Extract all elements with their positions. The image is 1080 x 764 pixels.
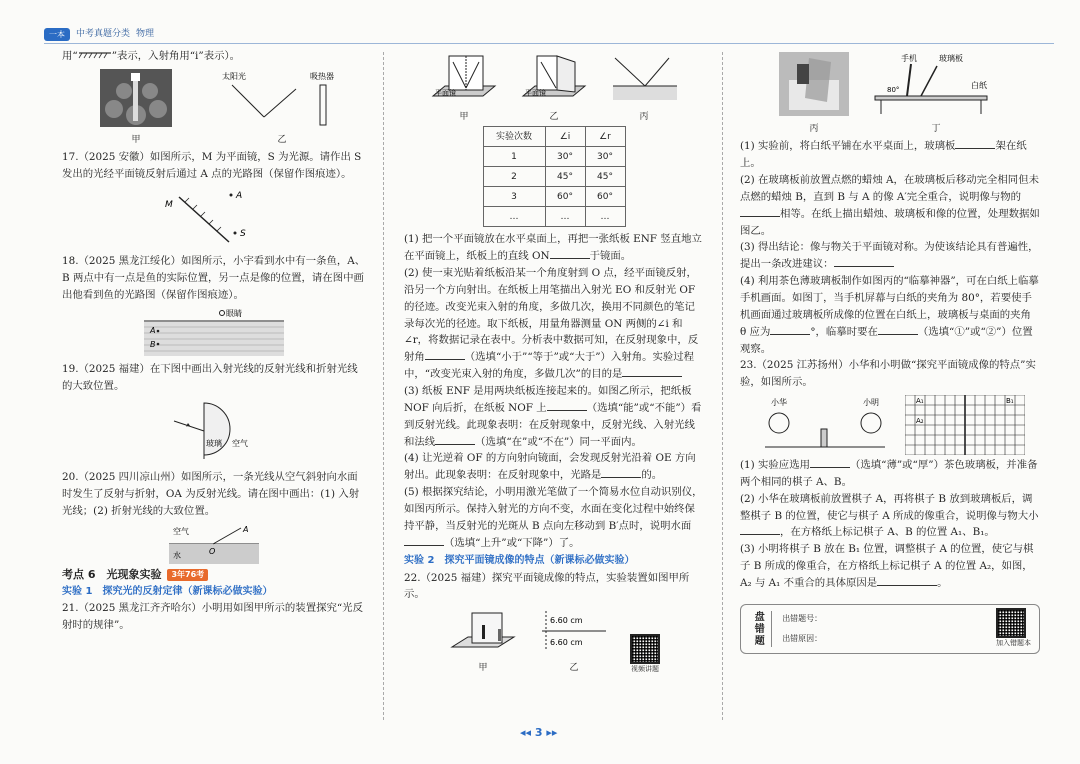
column-divider-1 — [383, 52, 384, 720]
q20-water-diagram — [169, 524, 259, 564]
question-18: 18.（2025 黑龙江绥化）如图所示，小宇看到水中有一条鱼，A、B 两点中有一点是鱼的实际位置，另一点是像的位置，请在图中画出他看到鱼的光路图（保留作图痕迹）。 — [62, 254, 366, 301]
label-glass: 玻璃板 — [939, 54, 963, 63]
q17-figure — [62, 187, 366, 247]
experiment-2-heading: 实验 2 探究平面镜成像的特点（新课标必做实验） — [404, 555, 635, 567]
q17-mirror-diagram — [159, 187, 269, 247]
subject-title: 物理 — [136, 28, 155, 39]
column-1 — [62, 48, 366, 633]
label-angle: 80° — [887, 86, 900, 94]
column-2 — [404, 48, 704, 678]
label-A2: A₂ — [916, 417, 924, 426]
reflection-data-table — [483, 126, 626, 227]
grid-paper-diagram — [905, 395, 1025, 455]
label-M: M — [165, 199, 173, 210]
label-sun: 太阳光 — [222, 71, 246, 81]
solar-tower-photo — [100, 69, 172, 127]
dimension-label: 6.60 cm — [550, 616, 583, 626]
figure-jia: 平面镜 甲 — [429, 52, 499, 124]
question-20: 20.（2025 四川凉山州）如图所示，一条光线从空气斜射向水面时发生了反射与折射，OA 为反射光线。请在图中画出：(1) 入射光线；(2) 折射光线的大致位置。 — [62, 471, 360, 517]
topic-title: 考点 6 光现象实验 — [62, 567, 162, 581]
q16-figures — [100, 69, 366, 147]
question-21: 21.（2025 黑龙江齐齐哈尔）小明用如图甲所示的装置探究“光反射时的规律”。 — [62, 601, 363, 631]
q22-part-2: (2) 在玻璃板前放置点燃的蜡烛 A，在玻璃板后移动完全相同但未点燃的蜡烛 B，直到 B 与 A 的像 A′完全重合，说明像与物的相等。在纸上描出蜡烛、玻璃板和像的位置，处理数据如图乙。 — [740, 174, 1040, 237]
table-row: … … … — [483, 207, 625, 227]
q23-part-1: (1) 实验应选用 （选填“薄”或“厚”）茶色玻璃板，并准备两个相同的棋子 A、B。 — [740, 459, 1038, 488]
figure-yi: 6.60 cm 6.60 cm 乙 — [536, 607, 612, 675]
q21-figures — [404, 52, 704, 124]
figure-bing: 丙 — [609, 52, 679, 124]
table-header-row: 实验次数 ∠i ∠r — [483, 127, 625, 147]
table-row: 2 45° 45° — [483, 167, 625, 187]
error-reason-field[interactable]: 出错原因： — [782, 633, 823, 643]
tracing-device-photo — [779, 52, 849, 116]
label-air: 空气 — [232, 439, 248, 449]
phone-glass-diagram — [871, 52, 1001, 116]
answer-blank[interactable] — [955, 138, 995, 149]
answer-blank[interactable] — [435, 434, 475, 445]
q21-part-3: (3) 纸板 ENF 是用两块纸板连接起来的。如图乙所示，把纸板 NOF 向后折，在纸板 NOF 上 （选填“能”或“不能”）看到反射光线。此现象表明：在反射现象中，反射光线、入射光线和法线 （选填“在”或“不在”）同一平面内。 — [404, 385, 702, 448]
label-xiaohua: 小华 — [771, 398, 787, 408]
figure-jia: 甲 — [448, 607, 518, 675]
label-heater: 吸热器 — [310, 71, 334, 81]
experiment-1-heading: 实验 1 探究光的反射定律（新课标必做实验） — [62, 585, 273, 597]
answer-blank[interactable] — [810, 457, 850, 468]
answer-blank[interactable] — [877, 575, 937, 586]
topic-6-heading — [62, 566, 366, 584]
answer-blank[interactable] — [404, 535, 444, 546]
label-air: 空气 — [173, 526, 189, 536]
label-O: O — [209, 546, 216, 556]
answer-blank[interactable] — [547, 400, 587, 411]
q22-part-4: (4) 利用茶色薄玻璃板制作如图丙的“临摹神器”，可在白纸上临摹手机画面。如图丁，当手机屏幕与白纸的夹角为 80°，若要使手机画面通过玻璃板所成像的位置在白纸上，玻璃板与桌面的夹角 θ 应为 °，临摹时要在 （选填“①”或“②”）位置观察。 — [740, 275, 1039, 355]
label-A1: A₁ — [916, 397, 924, 406]
q23-part-2: (2) 小华在玻璃板前放置棋子 A，再将棋子 B 放到玻璃板后，调整棋子 B 的位置，使它与棋子 A 所成的像重合，说明像与物大小，在方格纸上标记棋子 A、B 的位置 A₁、B₁。 — [740, 492, 1039, 539]
q22-figures-2 — [740, 52, 1040, 136]
label-eye: 眼睛 — [226, 309, 242, 319]
label-phone: 手机 — [901, 54, 917, 63]
answer-blank[interactable] — [740, 206, 780, 217]
measurement-diagram — [536, 607, 612, 655]
topic-badge: 3年76考 — [167, 569, 208, 581]
mirror-symbol-icon — [78, 51, 112, 59]
mirror-setup-diagram — [448, 607, 518, 655]
table-row: 1 30° 30° — [483, 147, 625, 167]
q22-figures — [404, 607, 704, 675]
answer-blank[interactable] — [601, 467, 641, 478]
column-divider-2 — [722, 52, 723, 720]
error-number-field[interactable]: 出错题号： — [782, 613, 823, 623]
figure-ding: 手机 玻璃板 白纸 80° 丁 — [871, 52, 1001, 136]
label-A: A — [243, 524, 249, 534]
qr-code-icon[interactable] — [630, 634, 660, 664]
question-19: 19.（2025 福建）在下图中画出入射光线的反射光线和折射光线的大致位置。 — [62, 363, 358, 393]
q18-figure — [62, 307, 366, 357]
q21-part-5: (5) 根据探究结论，小明用激光笔做了一个简易水位自动识别仪，如图丙所示。保持入射光的方向不变，水面在变化过程中始终保持平静，当反射光的光斑从 B 点向左移动到 B′点时，说明水面（选填“上升”或“下降”）了。 — [404, 486, 703, 549]
label-paper: 白纸 — [971, 81, 987, 90]
q21-part-1: (1) 把一个平面镜放在水平桌面上，再把一张纸板 ENF 竖直地立在平面镜上，纸板上的直线 ON 于镜面。 — [404, 233, 702, 263]
q23-figures — [740, 395, 1040, 455]
column-3 — [740, 48, 1040, 654]
series-logo: 一本 — [44, 28, 70, 41]
answer-blank[interactable] — [425, 349, 465, 360]
figure-yi: 平面镜 乙 — [519, 52, 589, 124]
series-title: 中考真题分类 — [76, 28, 131, 39]
label-xiaoming: 小明 — [863, 398, 879, 408]
label-A: A — [236, 190, 243, 201]
reflection-board-folded — [519, 52, 589, 104]
question-23: 23.（2025 江苏扬州）小华和小明做“探究平面镜成像的特点”实验，如图所示。 — [740, 359, 1036, 389]
box-title: 盘错题 — [749, 611, 772, 647]
qr-label: 加入错题本 — [996, 639, 1031, 648]
figure-jia: 甲 — [100, 69, 172, 147]
q21-part-2: (2) 使一束光贴着纸板沿某一个角度射到 O 点，经平面镜反射，沿另一个方向射出。在纸板上用笔描出入射光 EO 和反射光 OF 的径迹。改变光束入射的角度，多做几次，换用不同颜色的笔记录每次光的径迹。取下纸板，用量角器测量 ON 两侧的∠i 和∠r，将数据记录在表中。分析表中数据可知，在反射现象中，反射角 （选填“小于”“等于”或“大于”）入射角。实验过程中，“改变光束入射的角度，多做几次”的目的是 — [404, 267, 699, 381]
page-number: ◂◂ 3 ▸▸ — [520, 726, 558, 739]
answer-blank[interactable] — [878, 324, 918, 335]
question-22: 22.（2025 福建）探究平面镜成像的特点，实验装置如图甲所示。 — [404, 571, 690, 601]
q22-part-3: (3) 得出结论：像与物关于平面镜对称。为使该结论具有普遍性，提出一条改进建议： — [740, 241, 1039, 271]
label-water: 水 — [173, 550, 181, 560]
figure-bing: 丙 — [779, 52, 849, 136]
error-book-qr-block[interactable] — [996, 608, 1031, 649]
answer-blank[interactable] — [622, 366, 682, 377]
error-review-box — [740, 604, 1040, 654]
label-S: S — [240, 228, 246, 239]
two-students-diagram — [755, 395, 895, 455]
question-17: 17.（2025 安徽）如图所示，M 为平面镜，S 为光源。请作出 S 发出的光经平面镜反射后通过 A 点的光路图（保留作图痕迹）。 — [62, 151, 362, 181]
q19-glass-diagram — [164, 399, 264, 463]
q23-part-3: (3) 小明将棋子 B 放在 B₁ 位置，调整棋子 A 的位置，使它与棋子 B 所成的像重合，在方格纸上标记棋子 A 的位置 A₂，如图，A₂ 与 A₁ 不重合的具体原因是 。 — [740, 543, 1034, 589]
video-qr-block[interactable] — [630, 634, 660, 675]
label-A: A — [150, 326, 156, 336]
qr-label: 视频讲题 — [631, 665, 659, 674]
header-rule — [44, 43, 1054, 44]
label-B: B — [150, 340, 156, 350]
solar-reflection-diagram — [212, 69, 352, 127]
label-mirror: 平面镜 — [435, 89, 456, 97]
qr-code-icon[interactable] — [996, 608, 1026, 638]
q20-figure — [62, 524, 366, 564]
intro-line: 用“ ”表示，入射角用“i”表示）。 — [62, 50, 241, 62]
answer-blank[interactable] — [770, 324, 810, 335]
label-glass: 玻璃 — [206, 439, 222, 449]
q22-part-1: (1) 实验前，将白纸平铺在水平桌面上，玻璃板 架在纸上。 — [740, 140, 1027, 170]
page-header — [44, 26, 154, 42]
label-mirror: 平面镜 — [525, 89, 546, 97]
answer-blank[interactable] — [550, 248, 590, 259]
q18-fish-diagram — [144, 307, 284, 357]
label-B1: B₁ — [1006, 397, 1014, 406]
table-row: 3 60° 60° — [483, 187, 625, 207]
q19-figure — [62, 399, 366, 463]
answer-blank[interactable] — [834, 256, 894, 267]
reflection-board-flat — [429, 52, 499, 104]
box-lines — [782, 609, 986, 649]
dimension-label: 6.60 cm — [550, 638, 583, 648]
q21-part-4: (4) 让光逆着 OF 的方向射向镜面，会发现反射光沿着 OE 方向射出。此现象表明：在反射现象中，光路是 的。 — [404, 452, 696, 482]
figure-yi: 太阳光 吸热器 乙 — [212, 69, 352, 147]
water-level-diagram — [609, 52, 679, 104]
answer-blank[interactable] — [740, 524, 780, 535]
